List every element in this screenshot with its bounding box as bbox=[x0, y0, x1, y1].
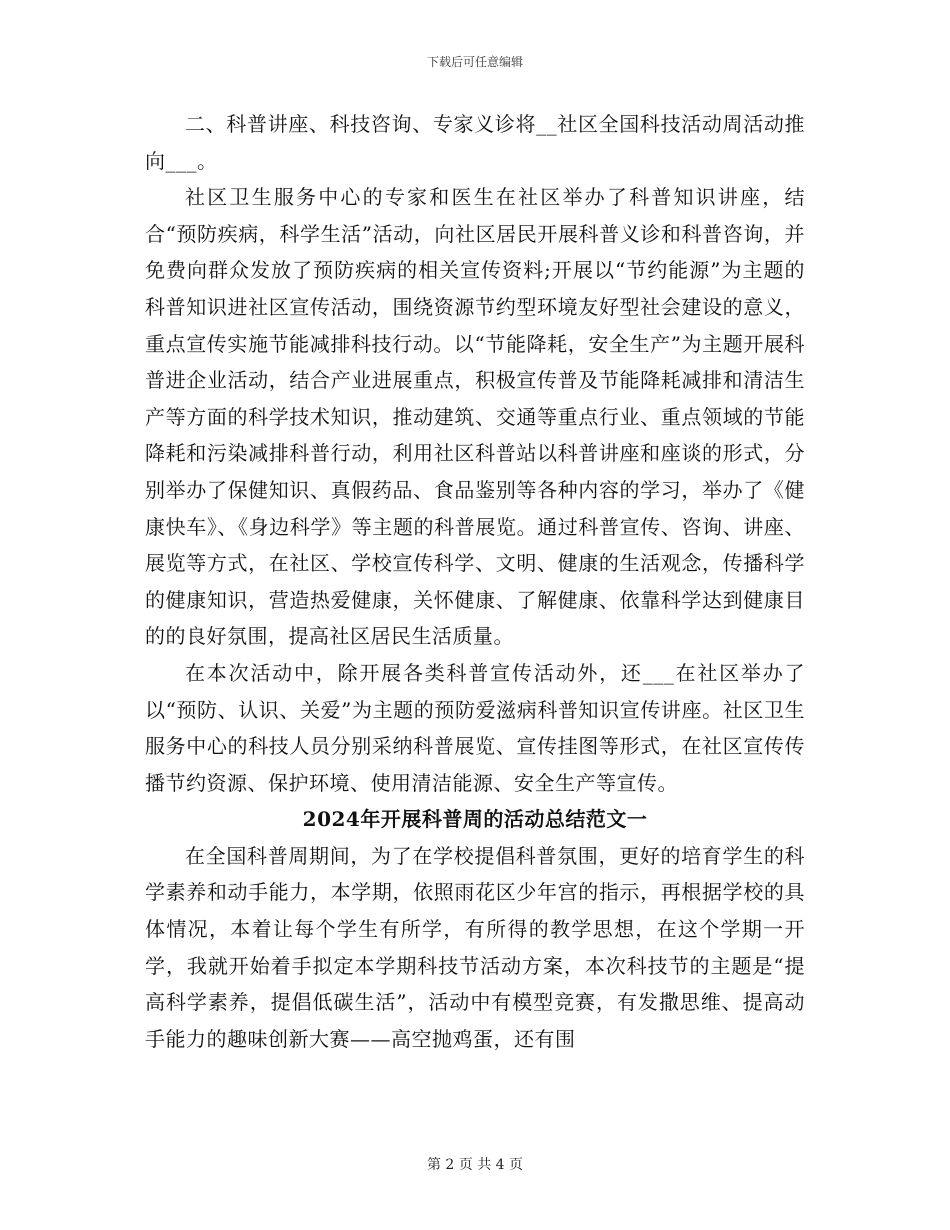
paragraph: 在全国科普周期间，为了在学校提倡科普氛围，更好的培育学生的科学素养和动手能力，本学期，依照雨花区少年宫的指示，再根据学校的具体情况，本着让每个学生有所学，有所得的教学思想，在这个学期一开学，我就开始着手拟定本学期科技节活动方案，本次科技节的主题是“提高科学素养，提倡低碳生活”，活动中有模型竞赛，有发撒思维、提高动手能力的趣味创新大赛——高空抛鸡蛋，还有围 bbox=[145, 843, 805, 1051]
paragraph: 二、科普讲座、科技咨询、专家义诊将__社区全国科技活动周活动推向___。 bbox=[145, 112, 805, 173]
paragraph: 在本次活动中，除开展各类科普宣传活动外，还___在社区举办了以“预防、认识、关爱”为主题的预防爱滋病科普知识宣传讲座。社区卫生服务中心的科技人员分别采纳科普展览、宣传挂图等形式，在社区宣传传播节约资源、保护环境、使用清洁能源、安全生产等宣传。 bbox=[145, 660, 805, 795]
section-title: 2024年开展科普周的活动总结范文一 bbox=[302, 807, 648, 832]
page-header: 下载后可任意编辑 bbox=[426, 55, 523, 69]
document-body bbox=[145, 106, 805, 1057]
paragraph: 社区卫生服务中心的专家和医生在社区举办了科普知识讲座，结合“预防疾病，科学生活”活动，向社区居民开展科普义诊和科普咨询，并免费向群众发放了预防疾病的相关宣传资料;开展以“节约能源”为主题的科普知识进社区宣传活动，围绕资源节约型环境友好型社会建设的意义，重点宣传实施节能减排科技行动。以“节能降耗，安全生产”为主题开展科普进企业活动，结合产业进展重点，积极宣传普及节能降耗减排和清洁生产等方面的科学技术知识，推动建筑、交通等重点行业、重点领域的节能降耗和污染减排科普行动，利用社区科普站以科普讲座和座谈的形式，分别举办了保健知识、真假药品、食品鉴别等各种内容的学习，举办了《健康快车》、《身边科学》等主题的科普展览。通过科普宣传、咨询、讲座、展览等方式，在社区、学校宣传科学、文明、健康的生活观念，传播科学的健康知识，营造热爱健康，关怀健康、了解健康、依靠科学达到健康目的的良好氛围，提高社区居民生活质量。 bbox=[145, 185, 805, 649]
page-number: 第 2 页 共 4 页 bbox=[426, 1157, 524, 1173]
